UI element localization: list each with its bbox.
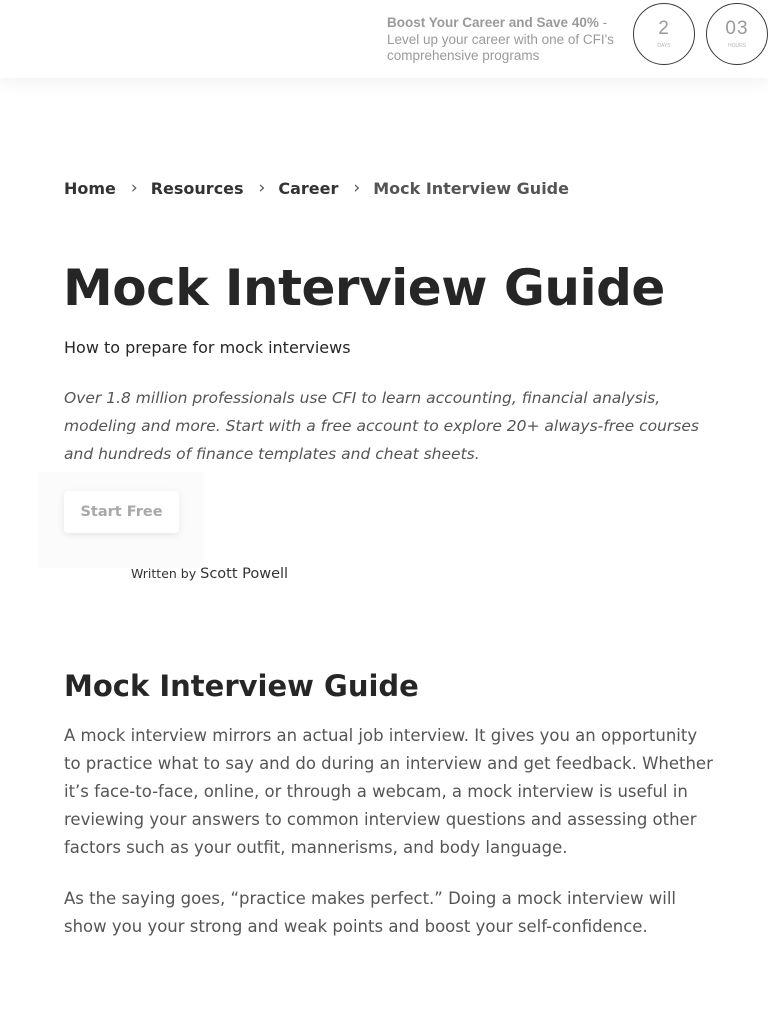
article-paragraph: A mock interview mirrors an actual job interview. It gives you an opportunity to practice what to say and do during an interview and get feedback. Whether it’s face-to-face, online, or through a webcam, a mock interview is useful in reviewing your answers to common interview questions and assessing other factors such as your outfit, mannerisms, and body language. <box>64 726 713 857</box>
byline-author[interactable]: Scott Powell <box>200 566 289 582</box>
breadcrumb <box>64 178 569 198</box>
start-free-button[interactable]: Start Free <box>64 491 179 533</box>
breadcrumb-home[interactable]: Home <box>64 178 116 198</box>
promo-banner[interactable] <box>0 0 768 78</box>
countdown-days <box>633 3 695 65</box>
breadcrumb-career[interactable]: Career <box>278 178 339 198</box>
breadcrumb-resources[interactable]: Resources <box>150 178 244 198</box>
section-title: Mock Interview Guide <box>64 669 419 703</box>
promo-text[interactable] <box>387 15 625 65</box>
article-paragraph: As the saying goes, “practice makes perfect.” Doing a mock interview will show you your strong and weak points and boost your self-confidence. <box>64 889 676 936</box>
intro-text: Over 1.8 million professionals use CFI to learn accounting, financial analysis, modeling and more. Start with a free account to explore 20+ always-free courses and hundreds of finance templates and cheat sheets. <box>64 389 699 463</box>
byline <box>131 566 288 582</box>
breadcrumb-separator-icon: › <box>130 178 138 198</box>
countdown-days-unit: DAYS <box>657 43 671 49</box>
countdown-hours-unit: HOURS <box>727 43 747 49</box>
promo-separator: - <box>598 15 608 30</box>
page-subtitle: How to prepare for mock interviews <box>64 338 351 357</box>
countdown-days-value: 2 <box>658 18 670 39</box>
promo-body: Level up your career with one of CFI's comprehensive programs <box>387 31 614 63</box>
countdown-hours-value: 03 <box>725 18 749 39</box>
breadcrumb-separator-icon: › <box>353 178 361 198</box>
promo-headline: Boost Your Career and Save 40% <box>387 15 599 30</box>
byline-prefix: Written by <box>131 566 197 581</box>
breadcrumb-separator-icon: › <box>258 178 266 198</box>
countdown-hours <box>706 3 768 65</box>
page-title: Mock Interview Guide <box>63 259 665 317</box>
breadcrumb-current: Mock Interview Guide <box>373 178 569 198</box>
